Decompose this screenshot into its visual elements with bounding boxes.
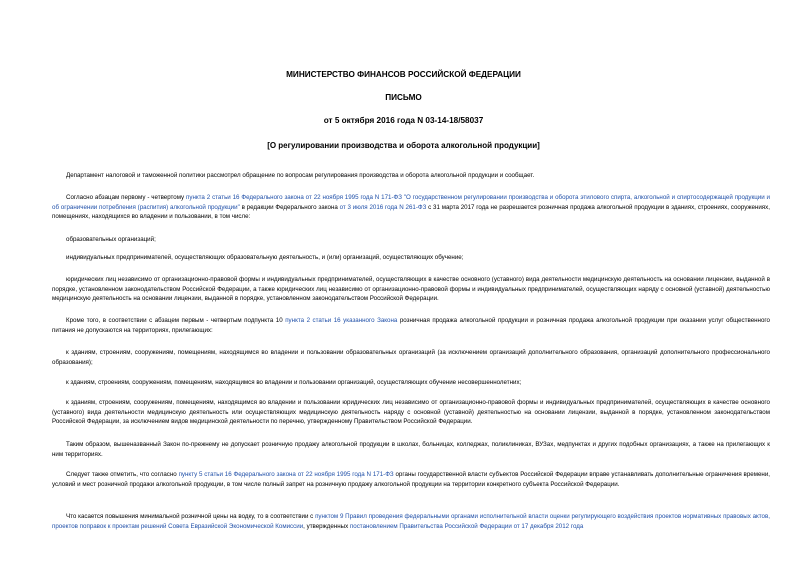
paragraph-text: образовательных организаций; (66, 236, 156, 243)
paragraph-text: индивидуальных предпринимателей, осуществляющих образовательную деятельность, и (или) организаций, осуществляющих обучение; (66, 254, 464, 261)
article-16-point-5-link[interactable]: пункту 5 статьи 16 Федерального закона от 22 ноября 1995 года N 171-ФЗ (178, 471, 394, 478)
paragraph-text: розничная продажа алкогольной продукции и розничная продажа алкогольной продукции при оказании услуг общественного питания не допускаются на территориях, прилегающих: (52, 317, 770, 334)
paragraph-text: Таким образом, вышеназванный Закон по-прежнему не допускает розничную продажу алкогольной продукции в школах, больницах, колледжах, поликлиниках, ВУЗах, медпунктах и других подобных организациях, а также на прилегающих к ним территориях. (52, 441, 770, 458)
paragraph-text: Кроме того, в соответствии с абзацем первым - четвертым подпункта 10 (66, 317, 286, 324)
paragraph-text: с 31 марта 2017 года не разрешается розничная продажа алкогольной продукции в зданиях, строениях, сооружениях, помещениях, находящихся во владении и пользовании, в том числе: (52, 203, 770, 221)
paragraph-text: , утвержденных (303, 522, 350, 530)
list-item-medical-territory (52, 398, 770, 427)
ministry-title: МИНИСТЕРСТВО ФИНАНСОВ РОССИЙСКОЙ ФЕДЕРАЦИИ (286, 70, 521, 79)
paragraph-text: к зданиям, строениям, сооружениям, помещениям, находящимся во владении и пользовании организаций, осуществляющих обучение несовершеннолетних; (66, 379, 522, 386)
list-item-education-territory (52, 348, 770, 367)
paragraph-intro (52, 171, 770, 181)
paragraph-article-16 (52, 193, 770, 222)
paragraph-text: Что касается повышения минимальной розничной цены на водку, то в соответствии с (66, 513, 316, 520)
paragraph-text: Департамент налоговой и таможенной политики рассмотрел обращение по вопросам регулирования производства и оборота алкогольной продукции и сообщает. (66, 172, 535, 179)
document-type: ПИСЬМО (385, 93, 422, 102)
paragraph-subpoint-10 (52, 316, 770, 335)
article-16-point-2-link[interactable]: пункта 2 статьи 16 (285, 317, 341, 324)
government-decree-link[interactable]: постановлением Правительства Российской Федерации от 17 декабря 2012 года (349, 522, 584, 530)
paragraph-text: Следует также отметить, что согласно (66, 471, 179, 478)
specified-law-link[interactable]: указанного Закона (343, 317, 398, 324)
list-item-entrepreneurs (52, 253, 770, 263)
document-date-number: от 5 октября 2016 года N 03-14-18/58037 (323, 116, 484, 125)
paragraph-text: органы государственной власти субъектов Российской Федерации вправе устанавливать дополнительные ограничения времени, условий и мест розничной продажи алкогольной продукции, в том числе полный запрет на розничную продажу алкогольной продукции на территории конкретного субъекта Российской Федерации. (52, 471, 770, 488)
paragraph-text: Согласно абзацам первому - четвертому (66, 194, 187, 201)
list-item-medical (52, 275, 770, 304)
paragraph-text: в редакции Федерального закона (239, 203, 340, 211)
paragraph-min-price (52, 512, 770, 531)
rules-point-9-link[interactable]: пунктом 9 Правил проведения федеральными органами исполнительной власти оценки регулирующего воздействия проектов нормативных правовых актов, проектов поправок к проектам решений Совета Евразийской Экономической Комиссии (52, 513, 770, 530)
document-subject: [О регулировании производства и оборота алкогольной продукции] (267, 141, 540, 150)
law-261-fz-link[interactable]: от 3 июля 2016 года N 261-ФЗ (339, 203, 427, 211)
paragraph-conclusion (52, 440, 770, 459)
paragraph-text: к зданиям, строениям, сооружениям, помещениям, находящимся во владении и пользовании юридических лиц независимо от организационно-правовой формы и индивидуальных предпринимателей, осуществляющих в качестве основного (уставного) вида деятельности медицинскую деятельность или осуществляющих медицинскую деятельность наряду с основной (уставной) деятельностью на основании лицензии, выданной в порядке, установленном законодательством Российской Федерации, за исключением видов медицинской деятельности по перечню, утвержденному Правительством Российской Федерации. (52, 399, 770, 426)
paragraph-text: к зданиям, строениям, сооружениям, помещениям, находящимся во владении и пользовании образовательных организаций (за исключением организаций дополнительного образования, организаций дополнительного профессионального образования); (52, 349, 770, 366)
list-item-educational (52, 235, 770, 245)
law-171-fz-link[interactable]: пункта 2 статьи 16 Федерального закона от 22 ноября 1995 года N 171-ФЗ "О государственном регулировании производства и оборота этилового спирта, алкогольной и спиртосодержащей продукции и об ограничении потребления (распития) алкогольной продукции" (52, 194, 770, 211)
paragraph-point-5 (52, 470, 770, 489)
list-item-minors-territory (52, 378, 770, 388)
paragraph-text: юридических лиц независимо от организационно-правовой формы и индивидуальных предпринимателей, осуществляющих в качестве основного (уставного) вида деятельности медицинскую деятельность на основании лицензии, выданной в порядке, установленном законодательством Российской Федерации, а также юридических лиц независимо от организационно-правовой формы и индивидуальных предпринимателей, осуществляющих наряду с основной (уставной) деятельностью медицинскую деятельность на основании лицензии, выданной в порядке, установленном законодательством Российской Федерации. (52, 276, 770, 303)
